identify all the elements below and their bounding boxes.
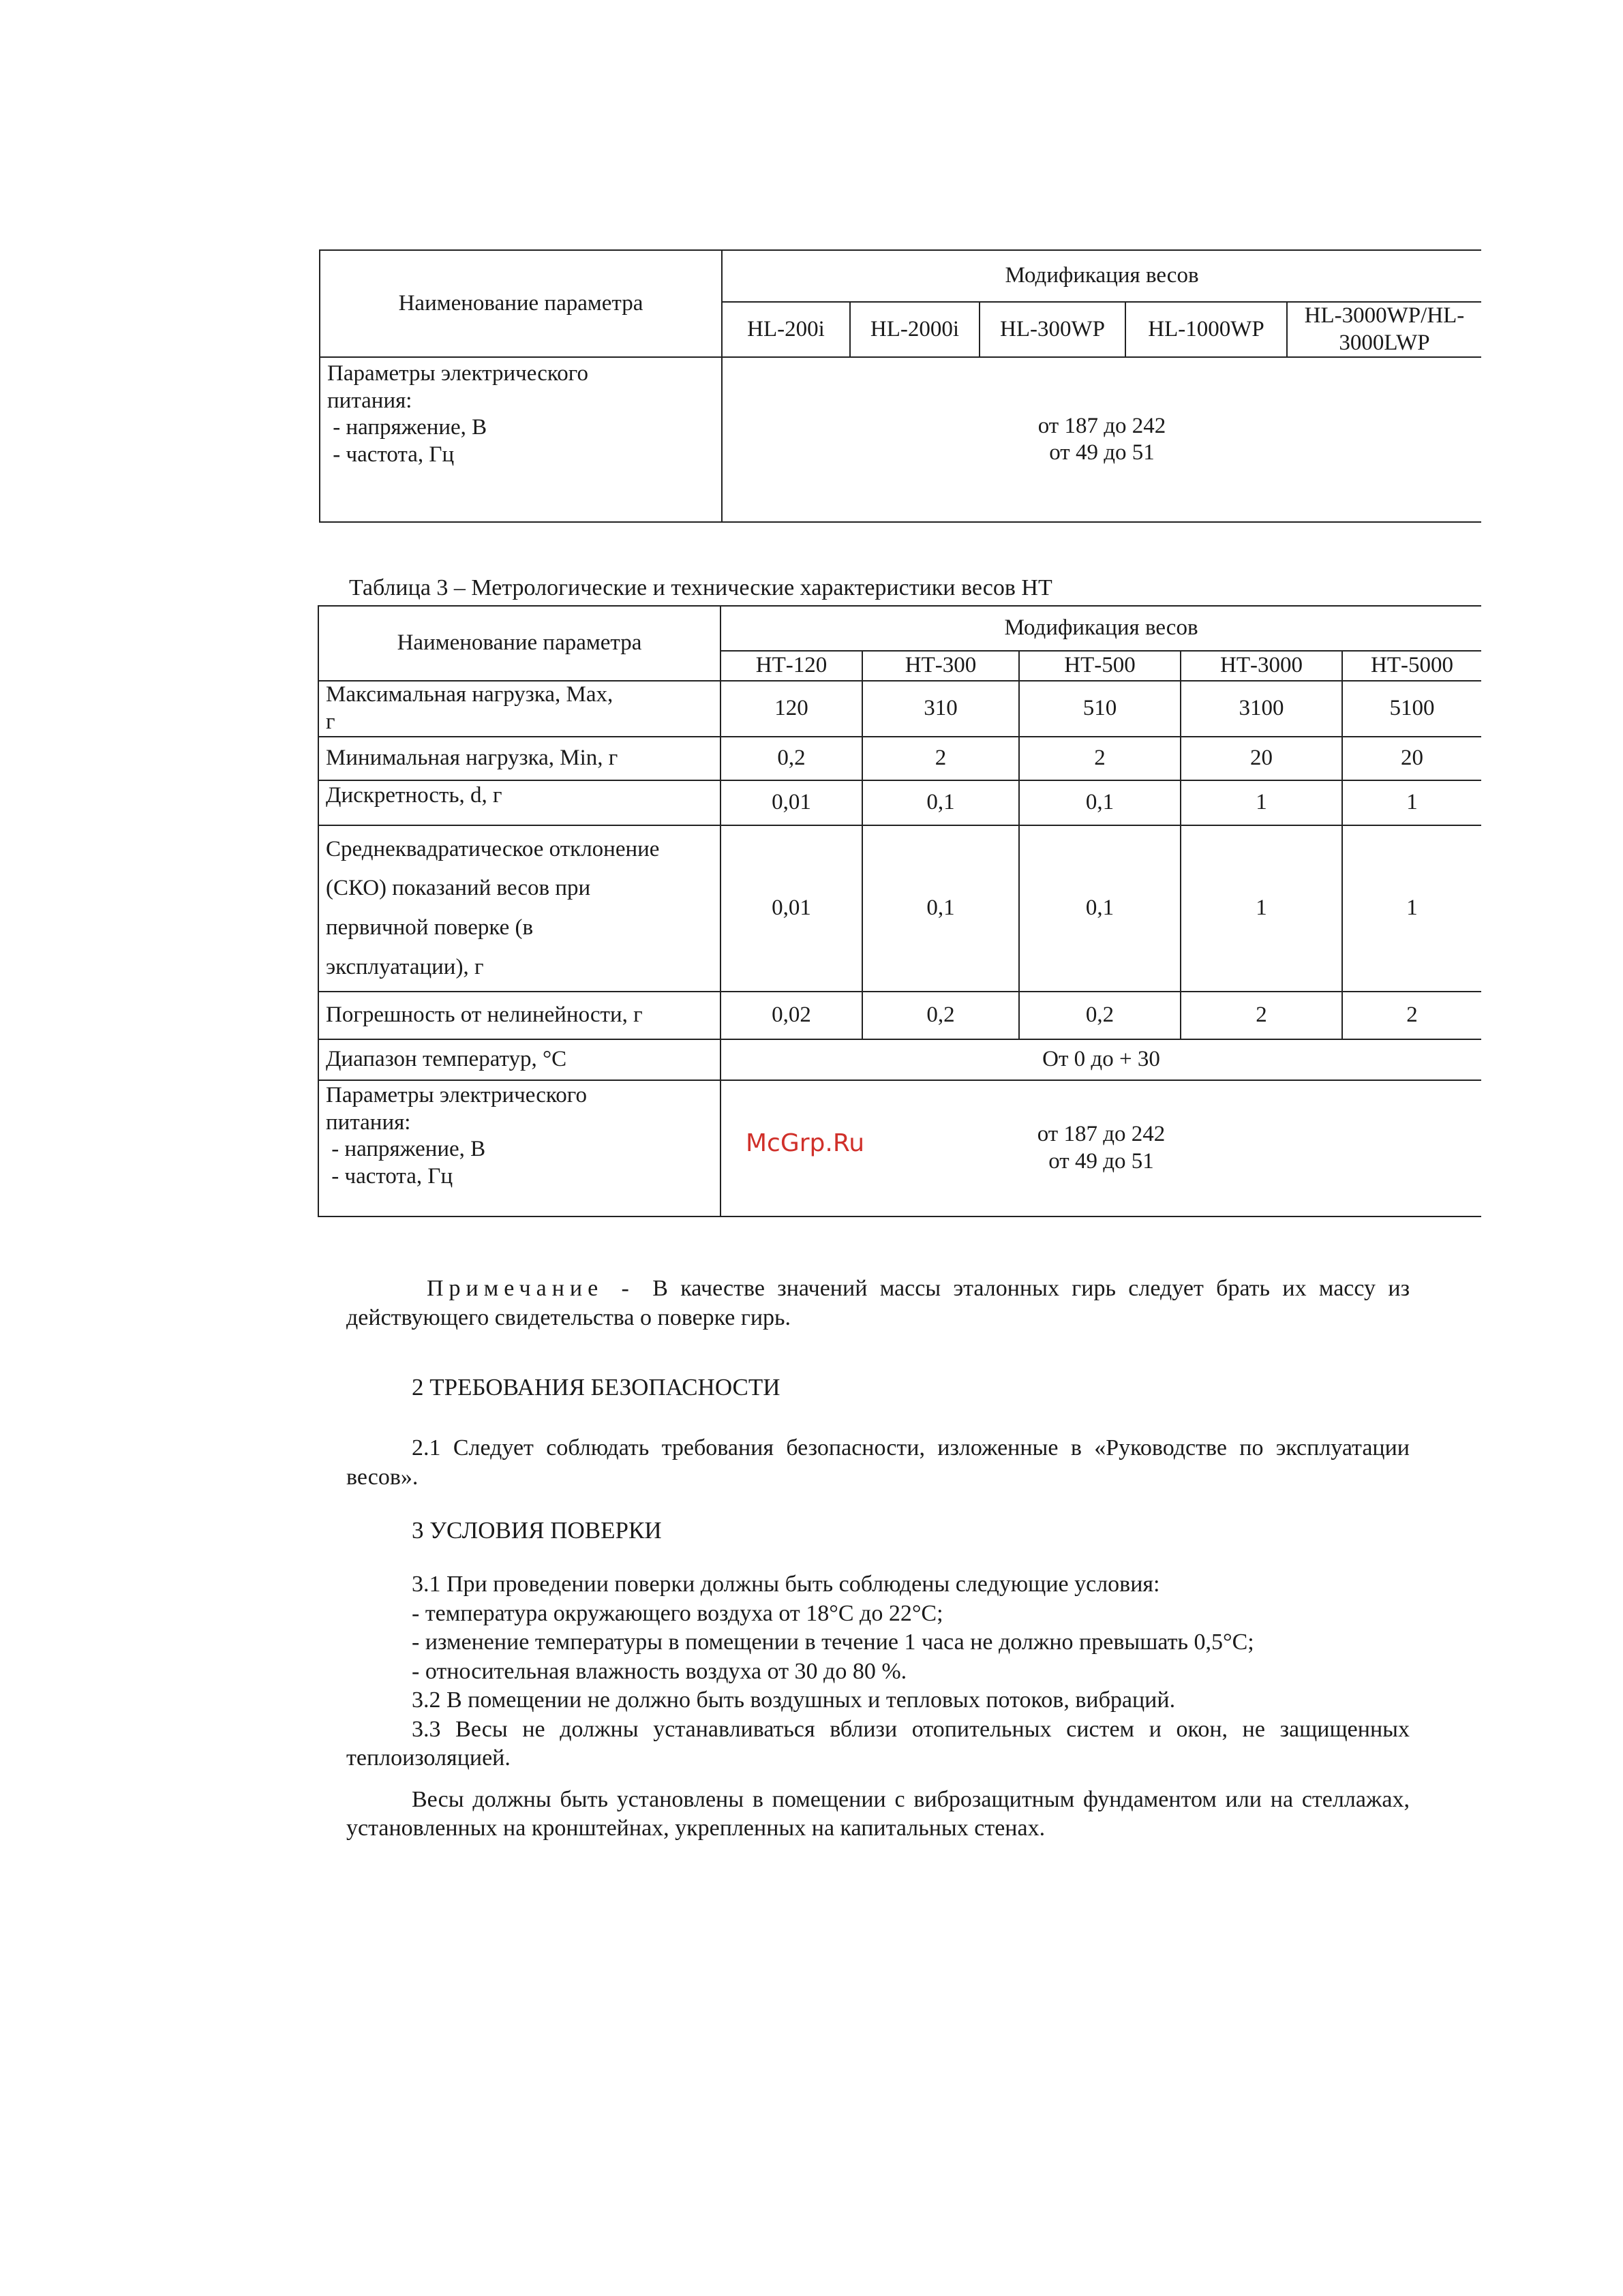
- table3-min-nt-300: 2: [862, 737, 1019, 780]
- table3-max-nt-5000: 5100: [1342, 681, 1481, 737]
- table3-voltage-value: от 187 до 242: [1037, 1122, 1166, 1147]
- table3-d-nt-500: 0,1: [1019, 780, 1181, 825]
- table1-power-label: [320, 357, 722, 522]
- table3-power-label-line4: - частота, Гц: [326, 1163, 453, 1189]
- table3-nonlin-nt-5000: 2: [1342, 992, 1481, 1039]
- table3-max-nt-500: 510: [1019, 681, 1181, 737]
- table3-temp-label: Диапазон температур, °С: [318, 1039, 721, 1080]
- table1-model-hl-3000wp: [1287, 302, 1481, 357]
- table3-nt: [318, 605, 1481, 1217]
- table3-mods-header: Модификация весов: [721, 606, 1481, 651]
- table3-max-label-line2: г: [326, 709, 335, 734]
- table3-frequency-value: от 49 до 51: [1048, 1149, 1154, 1174]
- table3-model-nt-120: НТ-120: [721, 651, 862, 681]
- table3-power-values: [721, 1080, 1481, 1216]
- table3-max-label-line1: Максимальная нагрузка, Max,: [326, 682, 613, 707]
- table3-min-nt-5000: 20: [1342, 737, 1481, 780]
- section2-p1: 2.1 Следует соблюдать требования безопасности, изложенные в «Руководстве по эксплуатации весов».: [346, 1435, 1410, 1490]
- watermark-mcgrp: McGrp.Ru: [746, 1129, 865, 1157]
- table3-d-nt-300: 0,1: [862, 780, 1019, 825]
- table3-power-label-line3: - напряжение, В: [326, 1137, 486, 1162]
- table3-max-nt-120: 120: [721, 681, 862, 737]
- table1-model-last-line1: HL-3000WP/HL-: [1304, 303, 1465, 328]
- table3-power-label: [318, 1080, 721, 1216]
- table3-sko-label: [318, 825, 721, 992]
- table3-min-label: Минимальная нагрузка, Min, г: [318, 737, 721, 780]
- table1-frequency-value: от 49 до 51: [1049, 440, 1155, 465]
- section3-p34: Весы должны быть установлены в помещении с виброзащитным фундаментом или на стеллажах, установленных на кронштейнах, укрепленных на капитальных стенах.: [346, 1786, 1410, 1841]
- section3-heading: 3 УСЛОВИЯ ПОВЕРКИ: [412, 1517, 662, 1544]
- table1-mods-header: Модификация весов: [722, 250, 1481, 302]
- table1-voltage-value: от 187 до 242: [1037, 413, 1166, 438]
- section3-item-3: - относительная влажность воздуха от 30 до 80 %.: [412, 1658, 907, 1684]
- table3-caption: Таблица 3 – Метрологические и технические характеристики весов НТ: [349, 575, 1052, 600]
- table3-sko-nt-120: 0,01: [721, 825, 862, 992]
- table3-sko-nt-3000: 1: [1181, 825, 1342, 992]
- table-row: [318, 737, 1481, 780]
- table1-model-last-line2: 3000LWP: [1339, 330, 1430, 355]
- table3-sko-label-line3: первичной поверке (в: [326, 915, 534, 940]
- table1-model-hl-300wp: HL-300WP: [980, 302, 1125, 357]
- table-row: [318, 1039, 1481, 1080]
- table1-power-label-line3: - напряжение, В: [327, 415, 487, 440]
- table3-nonlin-nt-120: 0,02: [721, 992, 862, 1039]
- section3-item-1: - температура окружающего воздуха от 18°С до 22°С;: [412, 1600, 943, 1626]
- table3-model-nt-5000: НТ-5000: [1342, 651, 1481, 681]
- table1-power-label-line1: Параметры электрического: [327, 361, 588, 386]
- section3-p33: 3.3 Весы не должны устанавливаться вблизи отопительных систем и окон, не защищенных теплоизоляцией.: [346, 1716, 1410, 1771]
- table3-sko-label-line4: эксплуатации), г: [326, 954, 484, 979]
- section3-p32: 3.2 В помещении не должно быть воздушных и тепловых потоков, вибраций.: [412, 1687, 1176, 1713]
- table-row: [318, 1080, 1481, 1216]
- table-row: [318, 992, 1481, 1039]
- table1-model-hl-2000i: HL-2000i: [850, 302, 980, 357]
- table3-nonlin-nt-500: 0,2: [1019, 992, 1181, 1039]
- table3-model-nt-3000: НТ-3000: [1181, 651, 1342, 681]
- table-row: [318, 780, 1481, 825]
- table3-min-nt-120: 0,2: [721, 737, 862, 780]
- table1-model-hl-200i: HL-200i: [722, 302, 850, 357]
- table3-min-nt-500: 2: [1019, 737, 1181, 780]
- table1-model-hl-1000wp: HL-1000WP: [1125, 302, 1287, 357]
- table1-power-values: [722, 357, 1481, 522]
- table1-power-label-line4: - частота, Гц: [327, 442, 455, 467]
- table3-d-label: Дискретность, d, г: [318, 780, 721, 825]
- section3-p31: 3.1 При проведении поверки должны быть соблюдены следующие условия:: [412, 1572, 1160, 1597]
- note-text: В качестве значений массы эталонных гирь следует брать их массу из действующего свидетельства о поверке гирь.: [346, 1276, 1410, 1330]
- table3-d-nt-3000: 1: [1181, 780, 1342, 825]
- table3-model-nt-500: НТ-500: [1019, 651, 1181, 681]
- section3-body: [346, 1570, 1410, 1843]
- table1-power-label-line2: питания:: [327, 388, 412, 413]
- table3-param-header: Наименование параметра: [318, 606, 721, 681]
- table3-nonlin-nt-300: 0,2: [862, 992, 1019, 1039]
- table3-nonlin-nt-3000: 2: [1181, 992, 1342, 1039]
- table3-power-label-line1: Параметры электрического: [326, 1083, 587, 1107]
- table3-sko-nt-5000: 1: [1342, 825, 1481, 992]
- table3-min-nt-3000: 20: [1181, 737, 1342, 780]
- table3-max-nt-3000: 3100: [1181, 681, 1342, 737]
- table-hl-continuation: [319, 249, 1481, 523]
- table1-param-header: Наименование параметра: [320, 250, 722, 357]
- table3-model-nt-300: НТ-300: [862, 651, 1019, 681]
- section2-heading: 2 ТРЕБОВАНИЯ БЕЗОПАСНОСТИ: [412, 1374, 780, 1400]
- table3-power-label-line2: питания:: [326, 1109, 411, 1135]
- table3-sko-nt-300: 0,1: [862, 825, 1019, 992]
- table-row: [318, 681, 1481, 737]
- section3-item-2: - изменение температуры в помещении в течение 1 часа не должно превышать 0,5°С;: [412, 1629, 1254, 1655]
- table3-max-label: [318, 681, 721, 737]
- table3-d-nt-5000: 1: [1342, 780, 1481, 825]
- table3-temp-value: От 0 до + 30: [721, 1039, 1481, 1080]
- table3-max-nt-300: 310: [862, 681, 1019, 737]
- table-row: [318, 825, 1481, 992]
- table3-sko-nt-500: 0,1: [1019, 825, 1181, 992]
- table3-sko-label-line1: Среднеквадратическое отклонение: [326, 836, 660, 861]
- note-paragraph: [346, 1274, 1410, 1332]
- table3-sko-label-line2: (СКО) показаний весов при: [326, 876, 591, 901]
- table3-d-nt-120: 0,01: [721, 780, 862, 825]
- note-prefix: Примечание -: [427, 1276, 653, 1301]
- table3-nonlin-label: Погрешность от нелинейности, г: [318, 992, 721, 1039]
